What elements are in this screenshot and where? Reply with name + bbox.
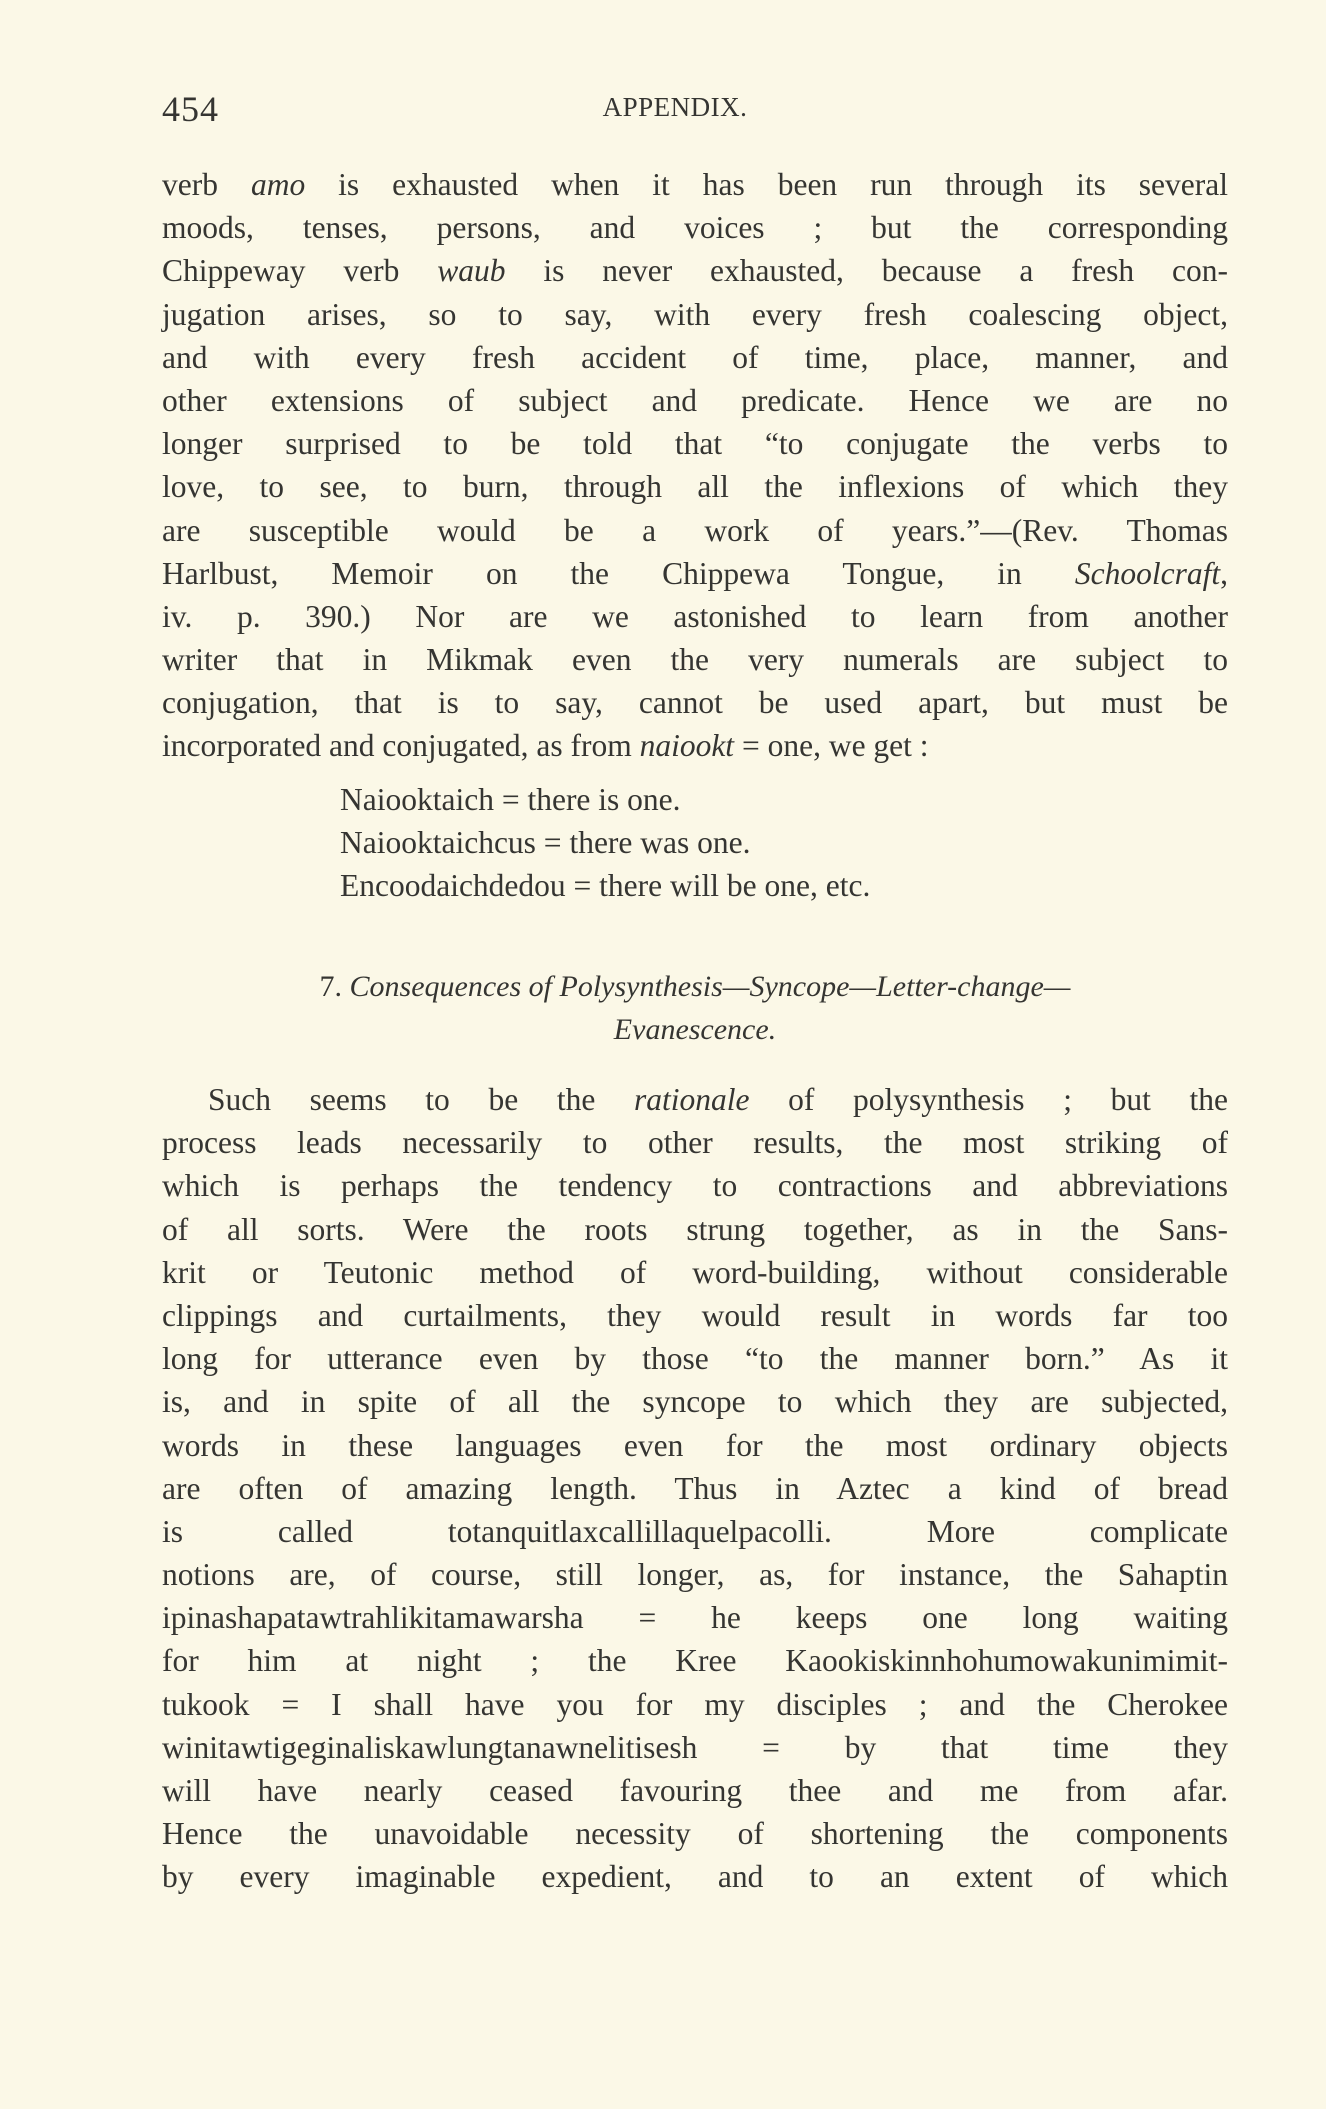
text-line: ipinashapatawtrahlikitamawarsha = he keeps one long waiting	[162, 1600, 1228, 1636]
text-line: are susceptible would be a work of years.”—(Rev. Thomas	[162, 512, 1228, 548]
example-line: Encoodaichdedou = there will be one, etc.	[340, 868, 871, 904]
text-line: are often of amazing length. Thus in Aztec a kind of bread	[162, 1470, 1228, 1506]
text-line: for him at night ; the Kree Kaookiskinnhohumowakunimimit-	[162, 1643, 1228, 1679]
italic-term: waub	[437, 253, 506, 289]
section-title-line2: Evanescence.	[613, 1013, 777, 1046]
example-line: Naiooktaichcus = there was one.	[340, 825, 751, 861]
text-line: by every imaginable expedient, and to an extent of which	[162, 1859, 1228, 1895]
text-line: clippings and curtailments, they would result in words far too	[162, 1297, 1228, 1333]
italic-term: Schoolcraft	[1074, 555, 1221, 591]
text-line: process leads necessarily to other results, the most striking of	[162, 1125, 1228, 1161]
text-line: and with every fresh accident of time, place, manner, and	[162, 339, 1228, 375]
text-line: love, to see, to burn, through all the inflexions of which they	[162, 469, 1228, 505]
text-line: incorporated and conjugated, as from naiookt = one, we get :	[162, 728, 929, 764]
italic-term: naiookt	[639, 728, 735, 764]
text-line: Hence the unavoidable necessity of shortening the components	[162, 1816, 1228, 1852]
text-line: longer surprised to be told that “to conjugate the verbs to	[162, 426, 1228, 462]
page-number: 454	[162, 89, 219, 129]
text-line: winitawtigeginaliskawlungtanawnelitisesh = by that time they	[162, 1729, 1228, 1765]
text-line: words in these languages even for the most ordinary objects	[162, 1427, 1228, 1463]
running-head	[162, 88, 1228, 132]
section-heading	[162, 965, 1228, 1051]
text-line: is, and in spite of all the syncope to which they are subjected,	[162, 1384, 1228, 1420]
text-line: writer that in Mikmak even the very numerals are subject to	[162, 642, 1228, 678]
section-number: 7.	[319, 970, 343, 1003]
text-line: long for utterance even by those “to the manner born.” As it	[162, 1341, 1228, 1377]
text-line: Such seems to be the rationale of polysynthesis ; but the	[208, 1082, 1228, 1117]
text-line: tukook = I shall have you for my disciples ; and the Cherokee	[162, 1686, 1228, 1722]
text-line: jugation arises, so to say, with every fresh coalescing object,	[162, 296, 1228, 332]
paragraph-verb-conjugation	[162, 163, 1228, 768]
italic-term: amo	[250, 167, 306, 202]
example-line: Naiooktaich = there is one.	[340, 782, 681, 817]
text-line: which is perhaps the tendency to contractions and abbreviations	[162, 1168, 1228, 1204]
section-title-line1: Consequences of Polysynthesis—Syncope—Letter-change—	[349, 970, 1071, 1003]
text-line: will have nearly ceased favouring thee and me from afar.	[162, 1773, 1228, 1808]
mikmak-examples-list	[340, 778, 870, 908]
text-line: moods, tenses, persons, and voices ; but the corresponding	[162, 210, 1228, 246]
text-line: is called totanquitlaxcallillaquelpacolli. More complicate	[162, 1513, 1228, 1549]
running-title: APPENDIX.	[602, 92, 748, 122]
text-line: notions are, of course, still longer, as, for instance, the Sahaptin	[162, 1557, 1228, 1593]
text-line: iv. p. 390.) Nor are we astonished to learn from another	[162, 598, 1228, 634]
paragraph-polysynthesis	[162, 1078, 1228, 1899]
text-line: krit or Teutonic method of word-building, without considerable	[162, 1254, 1228, 1290]
text-line: verb amo is exhausted when it has been run through its several	[162, 167, 1228, 202]
text-line: Harlbust, Memoir on the Chippewa Tongue, in Schoolcraft,	[162, 555, 1228, 591]
text-line: conjugation, that is to say, cannot be used apart, but must be	[162, 685, 1228, 721]
text-line: of all sorts. Were the roots strung together, as in the Sans-	[162, 1211, 1228, 1247]
italic-term: rationale	[633, 1082, 750, 1117]
text-line: other extensions of subject and predicate. Hence we are no	[162, 382, 1228, 418]
text-line: Chippeway verb waub is never exhausted, because a fresh con-	[162, 253, 1228, 289]
